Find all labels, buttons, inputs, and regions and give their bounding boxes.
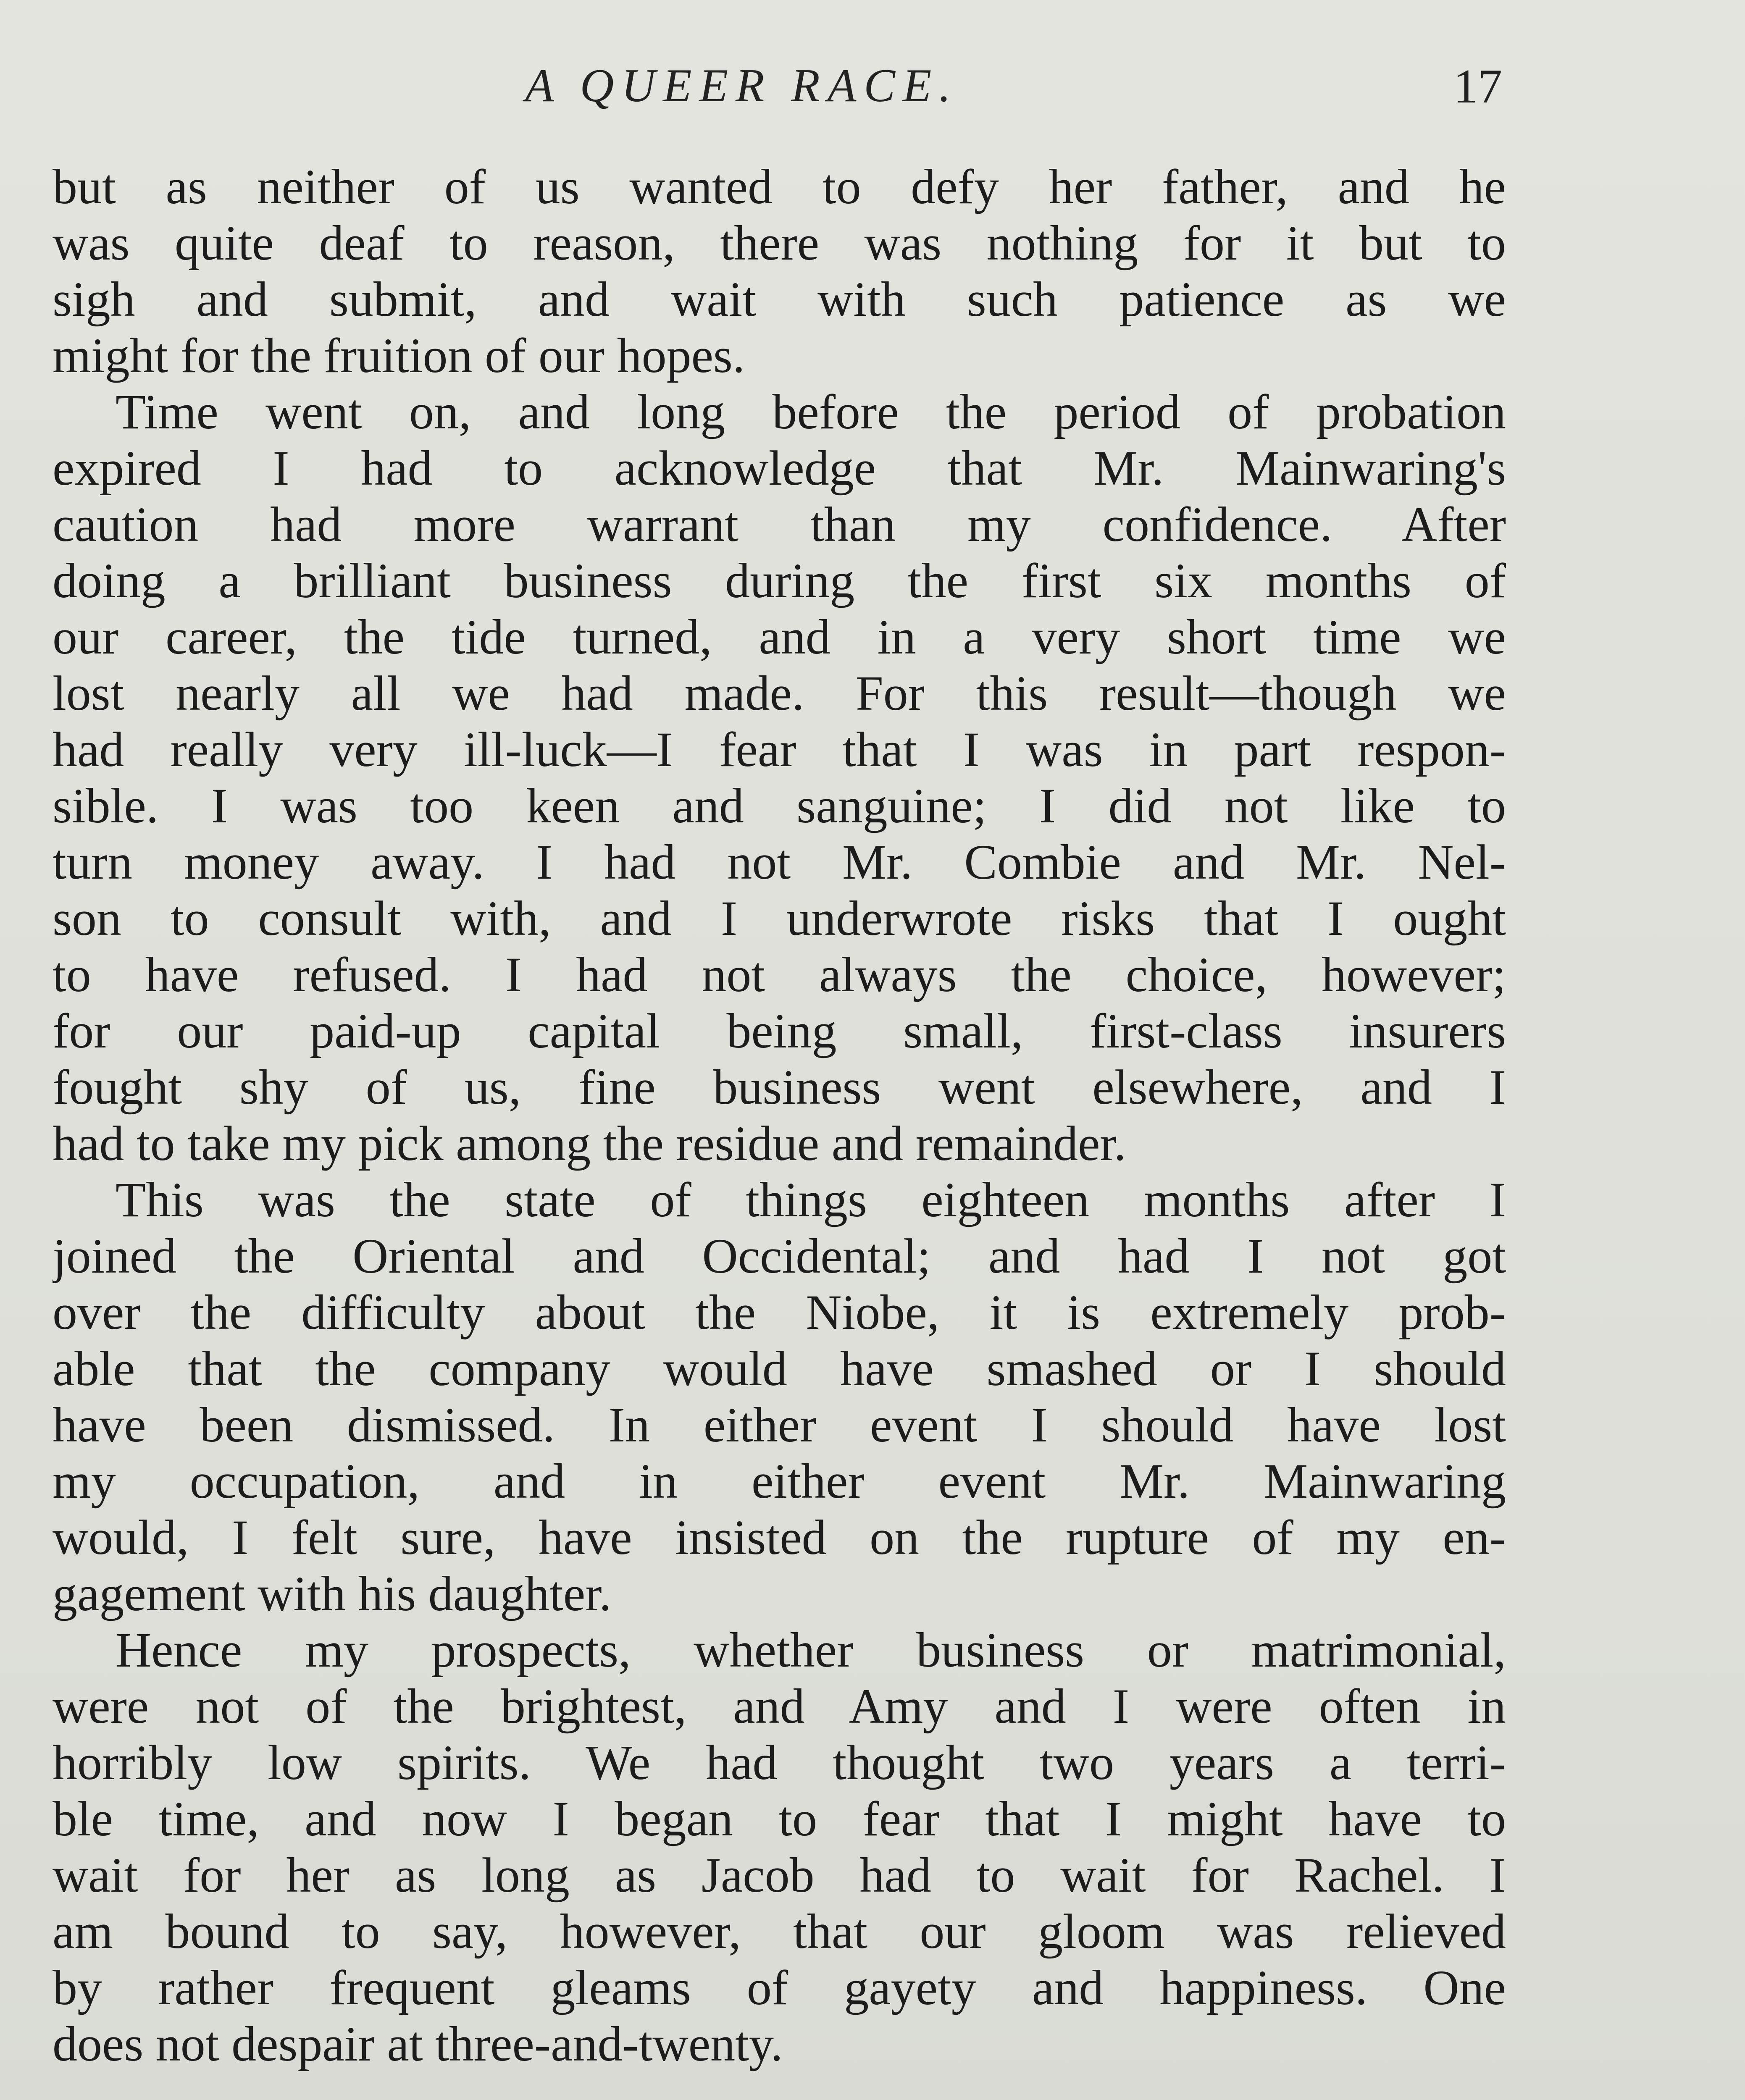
paragraph-state-of-things: [53, 1172, 1506, 1622]
text-line: sigh and submit, and wait with such patience as we: [53, 272, 1506, 327]
text-line: caution had more warrant than my confidence. After: [53, 497, 1506, 552]
text-line: doing a brilliant business during the first six months of: [53, 553, 1506, 608]
text-line: might for the fruition of our hopes.: [53, 328, 745, 383]
text-line: were not of the brightest, and Amy and I were often in: [53, 1679, 1506, 1734]
text-line: lost nearly all we had made. For this result—though we: [53, 666, 1506, 721]
text-line: our career, the tide turned, and in a very short time we: [53, 609, 1506, 664]
text-line: am bound to say, however, that our gloom was relieved: [53, 1904, 1506, 1959]
text-line: was quite deaf to reason, there was nothing for it but to: [53, 215, 1506, 270]
text-line: expired I had to acknowledge that Mr. Mainwaring's: [53, 441, 1506, 496]
text-line: had to take my pick among the residue and remainder.: [53, 1116, 1126, 1171]
paragraph-continuation: [53, 159, 1506, 384]
text-line: over the difficulty about the Niobe, it is extremely prob-: [53, 1285, 1506, 1340]
text-line: had really very ill-luck—I fear that I was in part respon-: [53, 722, 1506, 777]
text-line: fought shy of us, fine business went elsewhere, and I: [53, 1060, 1506, 1115]
text-line: gagement with his daughter.: [53, 1566, 612, 1621]
text-line: son to consult with, and I underwrote risks that I ought: [53, 891, 1506, 946]
text-line: wait for her as long as Jacob had to wait for Rachel. I: [53, 1848, 1506, 1903]
text-line: does not despair at three-and-twenty.: [53, 2016, 783, 2071]
text-line: turn money away. I had not Mr. Combie and Mr. Nel-: [53, 835, 1506, 890]
text-line: have been dismissed. In either event I should have lost: [53, 1397, 1506, 1452]
text-line: but as neither of us wanted to defy her father, and he: [53, 159, 1506, 214]
text-line: ble time, and now I began to fear that I might have to: [53, 1791, 1506, 1846]
running-head: A QUEER RACE.: [525, 60, 959, 112]
text-line: would, I felt sure, have insisted on the rupture of my en-: [53, 1510, 1506, 1565]
paragraph-hence: [53, 1622, 1506, 2072]
paragraph-time-went-on: [53, 384, 1506, 1172]
text-line: Time went on, and long before the period of probation: [116, 384, 1506, 439]
text-line: for our paid-up capital being small, first-class insurers: [53, 1003, 1506, 1058]
text-line: joined the Oriental and Occidental; and had I not got: [53, 1228, 1506, 1284]
text-line: Hence my prospects, whether business or matrimonial,: [116, 1622, 1506, 1677]
page-number: 17: [1453, 60, 1502, 113]
text-line: sible. I was too keen and sanguine; I did not like to: [53, 778, 1506, 833]
text-line: my occupation, and in either event Mr. Mainwaring: [53, 1454, 1506, 1509]
text-line: horribly low spirits. We had thought two years a terri-: [53, 1735, 1506, 1790]
text-line: able that the company would have smashed or I should: [53, 1341, 1506, 1396]
text-line: by rather frequent gleams of gayety and happiness. One: [53, 1960, 1506, 2015]
text-line: to have refused. I had not always the choice, however;: [53, 947, 1506, 1002]
text-line: This was the state of things eighteen months after I: [116, 1172, 1506, 1227]
